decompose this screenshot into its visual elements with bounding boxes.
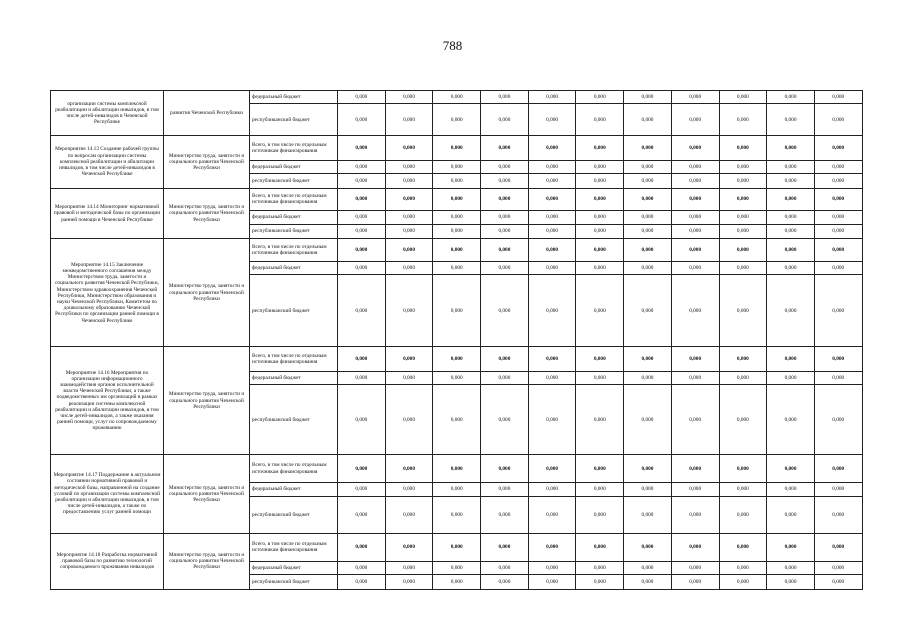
value-cell: 0,000 [767,347,815,372]
value-cell: 0,000 [719,275,767,347]
value-cell: 0,000 [671,135,719,160]
value-cell: 0,000 [671,385,719,455]
value-cell: 0,000 [385,561,433,574]
value-cell: 0,000 [338,275,386,347]
value-cell: 0,000 [719,347,767,372]
value-cell: 0,000 [719,575,767,590]
value-cell: 0,000 [767,135,815,160]
value-cell: 0,000 [433,483,481,496]
value-cell: 0,000 [767,160,815,173]
value-cell: 0,000 [481,211,529,224]
value-cell: 0,000 [481,91,529,104]
value-cell: 0,000 [814,575,862,590]
value-cell: 0,000 [814,160,862,173]
value-cell: 0,000 [767,371,815,384]
value-cell: 0,000 [719,483,767,496]
value-cell: 0,000 [767,455,815,483]
value-cell: 0,000 [814,371,862,384]
value-cell: 0,000 [528,275,576,347]
funding-source-cell: федеральный бюджет [250,483,338,496]
value-cell: 0,000 [338,224,386,239]
value-cell: 0,000 [433,91,481,104]
value-cell: 0,000 [338,533,386,561]
value-cell: 0,000 [433,160,481,173]
value-cell: 0,000 [576,104,624,135]
measure-cell: Мероприятие 14.15 Заключение межведомственного соглашения между Министерством труда, занятости и социального развития Чеченской Республики, Министерством здравоохранения Чеченской Республики, Министерством образования и науки Чеченской Республики, Комитетом по дошкольному образованию Чеченской Республики по организации ранней помощи в Чеченской Республике [51,239,164,347]
value-cell: 0,000 [719,104,767,135]
value-cell: 0,000 [528,174,576,189]
value-cell: 0,000 [385,455,433,483]
value-cell: 0,000 [385,347,433,372]
value-cell: 0,000 [433,575,481,590]
value-cell: 0,000 [624,575,672,590]
funding-source-cell: республиканский бюджет [250,275,338,347]
value-cell: 0,000 [481,496,529,533]
value-cell: 0,000 [481,347,529,372]
value-cell: 0,000 [767,275,815,347]
value-cell: 0,000 [338,160,386,173]
value-cell: 0,000 [624,483,672,496]
value-cell: 0,000 [624,533,672,561]
value-cell: 0,000 [719,239,767,261]
value-cell: 0,000 [528,224,576,239]
value-cell: 0,000 [481,160,529,173]
value-cell: 0,000 [385,160,433,173]
value-cell: 0,000 [385,483,433,496]
value-cell: 0,000 [433,561,481,574]
value-cell: 0,000 [338,496,386,533]
value-cell: 0,000 [481,371,529,384]
executor-cell: развития Чеченской Республики [164,91,250,136]
value-cell: 0,000 [433,224,481,239]
value-cell: 0,000 [385,496,433,533]
value-cell: 0,000 [338,174,386,189]
value-cell: 0,000 [671,533,719,561]
value-cell: 0,000 [814,496,862,533]
page-number: 788 [442,38,463,53]
value-cell: 0,000 [433,533,481,561]
value-cell: 0,000 [767,104,815,135]
value-cell: 0,000 [433,174,481,189]
value-cell: 0,000 [481,224,529,239]
value-cell: 0,000 [624,224,672,239]
funding-source-cell: федеральный бюджет [250,371,338,384]
value-cell: 0,000 [767,224,815,239]
value-cell: 0,000 [481,174,529,189]
value-cell: 0,000 [481,483,529,496]
value-cell: 0,000 [481,275,529,347]
value-cell: 0,000 [719,533,767,561]
value-cell: 0,000 [767,211,815,224]
value-cell: 0,000 [576,91,624,104]
value-cell: 0,000 [385,211,433,224]
value-cell: 0,000 [814,174,862,189]
value-cell: 0,000 [433,104,481,135]
value-cell: 0,000 [671,211,719,224]
value-cell: 0,000 [385,174,433,189]
value-cell: 0,000 [481,104,529,135]
value-cell: 0,000 [719,496,767,533]
value-cell: 0,000 [624,211,672,224]
value-cell: 0,000 [719,371,767,384]
value-cell: 0,000 [338,135,386,160]
value-cell: 0,000 [814,135,862,160]
value-cell: 0,000 [338,261,386,274]
value-cell: 0,000 [528,371,576,384]
value-cell: 0,000 [767,261,815,274]
value-cell: 0,000 [481,188,529,210]
value-cell: 0,000 [767,174,815,189]
value-cell: 0,000 [814,239,862,261]
value-cell: 0,000 [671,347,719,372]
value-cell: 0,000 [671,174,719,189]
value-cell: 0,000 [624,91,672,104]
value-cell: 0,000 [814,561,862,574]
funding-source-cell: республиканский бюджет [250,496,338,533]
value-cell: 0,000 [576,371,624,384]
value-cell: 0,000 [385,224,433,239]
value-cell: 0,000 [624,347,672,372]
value-cell: 0,000 [528,496,576,533]
value-cell: 0,000 [767,496,815,533]
value-cell: 0,000 [624,455,672,483]
value-cell: 0,000 [576,211,624,224]
value-cell: 0,000 [528,239,576,261]
value-cell: 0,000 [528,160,576,173]
value-cell: 0,000 [624,160,672,173]
value-cell: 0,000 [385,533,433,561]
value-cell: 0,000 [767,239,815,261]
value-cell: 0,000 [719,91,767,104]
value-cell: 0,000 [338,455,386,483]
funding-table [50,90,863,590]
value-cell: 0,000 [576,483,624,496]
value-cell: 0,000 [814,261,862,274]
value-cell: 0,000 [338,239,386,261]
value-cell: 0,000 [481,261,529,274]
value-cell: 0,000 [385,385,433,455]
value-cell: 0,000 [576,261,624,274]
value-cell: 0,000 [528,483,576,496]
value-cell: 0,000 [576,188,624,210]
value-cell: 0,000 [385,188,433,210]
value-cell: 0,000 [671,455,719,483]
value-cell: 0,000 [385,104,433,135]
value-cell: 0,000 [624,275,672,347]
table-row [51,239,863,261]
value-cell: 0,000 [814,91,862,104]
table-row [51,91,863,104]
measure-cell: Мероприятие 14.13 Создание рабочей группы по вопросам организации системы комплексной реабилитации и абилитации инвалидов, в том числе детей-инвалидов в Чеченской Республике [51,135,164,188]
funding-source-cell: Всего, в том числе по отдельным источникам финансирования [250,188,338,210]
value-cell: 0,000 [433,371,481,384]
value-cell: 0,000 [624,104,672,135]
measure-cell: Мероприятие 14.18 Разработка нормативной правовой базы по развитию технологий сопровождаемого проживания инвалидов [51,533,164,589]
value-cell: 0,000 [385,371,433,384]
value-cell: 0,000 [719,174,767,189]
value-cell: 0,000 [481,455,529,483]
value-cell: 0,000 [719,455,767,483]
value-cell: 0,000 [433,275,481,347]
value-cell: 0,000 [624,371,672,384]
value-cell: 0,000 [338,211,386,224]
value-cell: 0,000 [671,104,719,135]
value-cell: 0,000 [576,385,624,455]
value-cell: 0,000 [767,91,815,104]
value-cell: 0,000 [814,483,862,496]
value-cell: 0,000 [528,104,576,135]
table-row [51,135,863,160]
value-cell: 0,000 [671,483,719,496]
value-cell: 0,000 [338,371,386,384]
funding-table-body [51,91,863,590]
funding-source-cell: федеральный бюджет [250,91,338,104]
value-cell: 0,000 [528,575,576,590]
value-cell: 0,000 [528,211,576,224]
value-cell: 0,000 [814,533,862,561]
value-cell: 0,000 [576,239,624,261]
funding-source-cell: Всего, в том числе по отдельным источникам финансирования [250,533,338,561]
value-cell: 0,000 [624,496,672,533]
value-cell: 0,000 [767,385,815,455]
value-cell: 0,000 [576,347,624,372]
value-cell: 0,000 [481,533,529,561]
measure-cell: Мероприятие 14.16 Мероприятия по организации информационного взаимодействия органов исполнительной власти Чеченской Республики, а также подведомственных им организаций в рамках реализации системы комплексной реабилитации и абилитации инвалидов, в том числе детей-инвалидов, а также оказания ранней помощи, услуг по сопровождаемому проживанию [51,347,164,455]
value-cell: 0,000 [719,261,767,274]
value-cell: 0,000 [719,561,767,574]
value-cell: 0,000 [338,188,386,210]
value-cell: 0,000 [528,561,576,574]
value-cell: 0,000 [385,135,433,160]
value-cell: 0,000 [767,533,815,561]
value-cell: 0,000 [385,261,433,274]
value-cell: 0,000 [671,275,719,347]
executor-cell: Министерство труда, занятости и социального развития Чеченской Республики [164,533,250,589]
value-cell: 0,000 [814,275,862,347]
table-row [51,533,863,561]
value-cell: 0,000 [338,91,386,104]
value-cell: 0,000 [624,385,672,455]
value-cell: 0,000 [528,91,576,104]
funding-source-cell: Всего, в том числе по отдельным источникам финансирования [250,455,338,483]
value-cell: 0,000 [385,575,433,590]
value-cell: 0,000 [385,91,433,104]
value-cell: 0,000 [576,533,624,561]
value-cell: 0,000 [433,188,481,210]
funding-source-cell: федеральный бюджет [250,211,338,224]
value-cell: 0,000 [671,239,719,261]
value-cell: 0,000 [338,575,386,590]
value-cell: 0,000 [338,347,386,372]
value-cell: 0,000 [814,347,862,372]
value-cell: 0,000 [528,347,576,372]
value-cell: 0,000 [338,104,386,135]
value-cell: 0,000 [767,561,815,574]
value-cell: 0,000 [528,385,576,455]
funding-source-cell: республиканский бюджет [250,575,338,590]
value-cell: 0,000 [528,135,576,160]
value-cell: 0,000 [481,575,529,590]
value-cell: 0,000 [433,496,481,533]
funding-source-cell: республиканский бюджет [250,224,338,239]
value-cell: 0,000 [671,575,719,590]
value-cell: 0,000 [719,385,767,455]
value-cell: 0,000 [671,496,719,533]
value-cell: 0,000 [576,135,624,160]
value-cell: 0,000 [814,211,862,224]
funding-source-cell: Всего, в том числе по отдельным источникам финансирования [250,239,338,261]
value-cell: 0,000 [433,347,481,372]
value-cell: 0,000 [433,385,481,455]
funding-source-cell: республиканский бюджет [250,385,338,455]
value-cell: 0,000 [528,455,576,483]
value-cell: 0,000 [576,575,624,590]
value-cell: 0,000 [767,483,815,496]
funding-source-cell: федеральный бюджет [250,261,338,274]
executor-cell: Министерство труда, занятости и социального развития Чеченской Республики [164,347,250,455]
value-cell: 0,000 [671,188,719,210]
value-cell: 0,000 [481,135,529,160]
value-cell: 0,000 [814,188,862,210]
funding-source-cell: республиканский бюджет [250,174,338,189]
executor-cell: Министерство труда, занятости и социального развития Чеченской Республики [164,239,250,347]
value-cell: 0,000 [433,135,481,160]
value-cell: 0,000 [671,91,719,104]
value-cell: 0,000 [767,188,815,210]
value-cell: 0,000 [433,211,481,224]
value-cell: 0,000 [576,561,624,574]
value-cell: 0,000 [338,483,386,496]
value-cell: 0,000 [671,561,719,574]
value-cell: 0,000 [576,224,624,239]
value-cell: 0,000 [719,188,767,210]
value-cell: 0,000 [719,211,767,224]
value-cell: 0,000 [481,239,529,261]
funding-source-cell: Всего, в том числе по отдельным источникам финансирования [250,135,338,160]
funding-source-cell: Всего, в том числе по отдельным источникам финансирования [250,347,338,372]
funding-source-cell: федеральный бюджет [250,160,338,173]
value-cell: 0,000 [671,160,719,173]
value-cell: 0,000 [528,188,576,210]
value-cell: 0,000 [719,135,767,160]
executor-cell: Министерство труда, занятости и социального развития Чеченской Республики [164,135,250,188]
funding-source-cell: республиканский бюджет [250,104,338,135]
value-cell: 0,000 [719,160,767,173]
value-cell: 0,000 [576,174,624,189]
value-cell: 0,000 [576,160,624,173]
funding-source-cell: федеральный бюджет [250,561,338,574]
value-cell: 0,000 [433,455,481,483]
value-cell: 0,000 [814,385,862,455]
value-cell: 0,000 [576,496,624,533]
executor-cell: Министерство труда, занятости и социального развития Чеченской Республики [164,188,250,239]
value-cell: 0,000 [624,188,672,210]
value-cell: 0,000 [624,135,672,160]
measure-cell: Мероприятие 14.14 Мониторинг нормативной правовой и методической базы по организации ранней помощи в Чеченской Республике [51,188,164,239]
value-cell: 0,000 [481,561,529,574]
value-cell: 0,000 [814,455,862,483]
value-cell: 0,000 [481,385,529,455]
value-cell: 0,000 [624,174,672,189]
value-cell: 0,000 [624,561,672,574]
value-cell: 0,000 [624,239,672,261]
measure-cell: организации системы комплексной реабилитации и абилитации инвалидов, в том числе детей-инвалидов в Чеченской Республике [51,91,164,136]
value-cell: 0,000 [338,385,386,455]
value-cell: 0,000 [624,261,672,274]
value-cell: 0,000 [528,533,576,561]
value-cell: 0,000 [576,455,624,483]
value-cell: 0,000 [767,575,815,590]
value-cell: 0,000 [385,275,433,347]
table-row [51,347,863,372]
table-row [51,188,863,210]
value-cell: 0,000 [671,371,719,384]
value-cell: 0,000 [671,261,719,274]
measure-cell: Мероприятие 14.17 Поддержание в актуальном состоянии нормативной правовой и методической базы, направленной на создание условий по организации системы комплексной реабилитации и абилитации инвалидов, в том числе детей-инвалидов, а также по предоставлению услуг ранней помощи [51,455,164,534]
value-cell: 0,000 [814,224,862,239]
value-cell: 0,000 [433,261,481,274]
executor-cell: Министерство труда, занятости и социального развития Чеченской Республики [164,455,250,534]
value-cell: 0,000 [814,104,862,135]
value-cell: 0,000 [719,224,767,239]
table-row [51,455,863,483]
value-cell: 0,000 [576,275,624,347]
value-cell: 0,000 [433,239,481,261]
value-cell: 0,000 [528,261,576,274]
value-cell: 0,000 [338,561,386,574]
value-cell: 0,000 [385,239,433,261]
value-cell: 0,000 [671,224,719,239]
